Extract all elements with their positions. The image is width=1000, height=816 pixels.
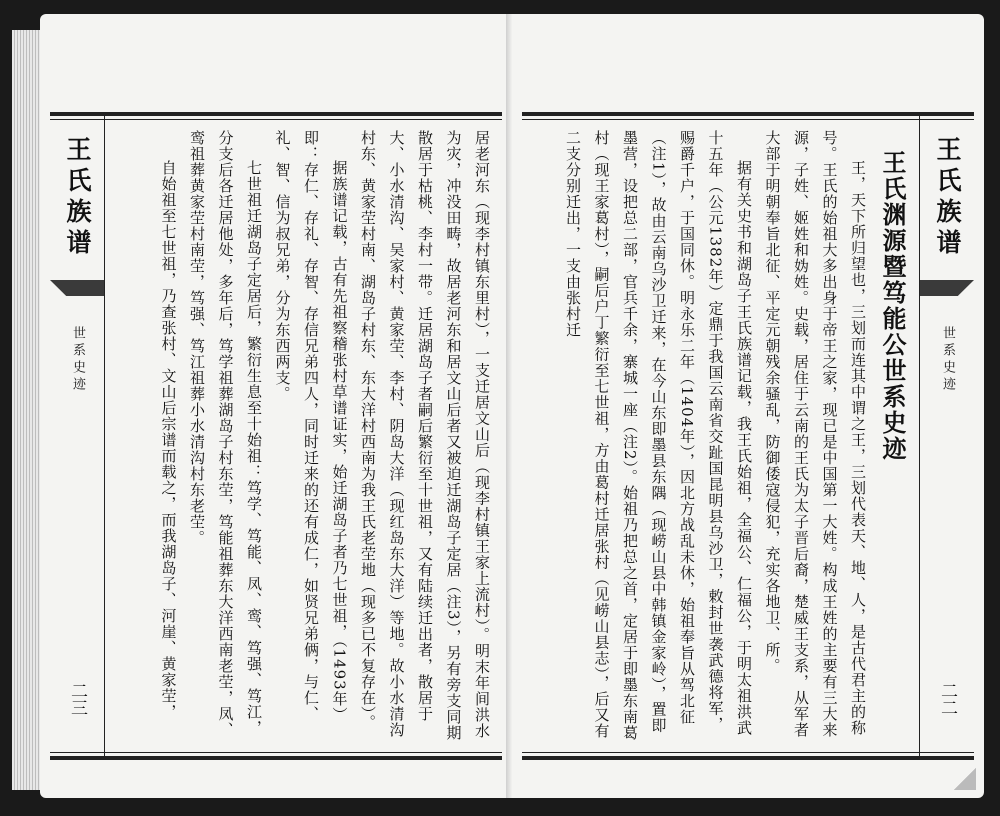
paragraph: 据有关史书和湖岛子王氏族谱记载，我王氏始祖，全福公、仁福公，于明太祖洪武十五年（公元1382年）定鼎于我国云南省交趾国昆明县乌沙卫，敕封世袭武德将军，赐爵千户，于国同休。明永乐二年（1404年），因北方战乱未休，始祖奉旨从驾北征（注1），故由云南乌沙卫迁来，在今山东即墨县东隅（现崂山县中韩镇金家岭），置即墨营，设把总二部，官兵千余，寨城一座（注2）。始祖乃把总之首，定居于即墨东南葛村（现王家葛村），嗣后户丁繁衍至七世祖，方由葛村迁居张村（见崂山县志），后又有二支分别迁出，一支由张村迁 (564, 130, 753, 742)
left-page-side-column (50, 116, 105, 756)
right-page (514, 14, 984, 798)
page-corner (954, 768, 976, 790)
page-number: 二二 (937, 682, 957, 716)
section-label: 世系史迹 (940, 326, 955, 394)
paragraph: 七世祖迁湖岛子定居后，繁衍生息至十始祖：笃学、笃能、凤、鸾、笃强、笃江，分支后各迁居他处，多年后，笃学祖葬湖岛子村东茔，笃能祖葬东大洋西南老茔，凤、鸾祖葬黄家茔村南茔，笃强、笃江祖葬小水清沟村东老茔。 (188, 130, 263, 738)
paragraph: 据族谱记载，古有先祖察稽张村草谱证实，始迁湖岛子者乃七世祖，（1493年）即：存仁、存礼、存智、存信兄弟四人，同时迁来的还有成仁，如贤兄弟俩，与仁、礼、智、信为叔兄弟，分为东西两支。 (273, 130, 349, 723)
right-page-side-column (919, 116, 974, 756)
left-page-body (112, 130, 496, 742)
decorative-band (920, 280, 974, 296)
left-page (40, 14, 510, 798)
right-page-frame (522, 112, 974, 760)
section-label: 世系史迹 (70, 326, 85, 394)
book-title: 王氏族谱 (933, 136, 962, 260)
page-number: 二三 (67, 682, 87, 716)
paragraph: 居老河东（现李村镇东里村），一支迁居文山后（现李村镇王家上流村）。明末年间洪水为灾，冲没田畴，故居老河东和居文山后者又被迫迁湖岛子定居（注3），另有旁支同期散居于枯桃、李村一带。迁居湖岛子者嗣后繁衍至十世祖，又有陆续迁出者，散居于大、小水清沟、吴家村、黄家茔、李村、阴岛大洋（现红岛东大洋）等地。故小水清沟村东、黄家茔村南、湖岛子村东、东大洋村西南为我王氏老茔地（现多已不复存在）。 (359, 130, 491, 742)
article-title: 王氏渊源暨笃能公世系史迹 (878, 150, 906, 462)
decorative-band (50, 280, 104, 296)
right-page-body (532, 130, 912, 742)
left-page-frame (50, 112, 502, 760)
paragraph: 王，天下所归望也，三划而连其中谓之王，三划代表天、地、人，是古代君主的称号。王氏的始祖大多出身于帝王之家，现已是中国第一大姓。构成王姓的主要有三大来源，子姓、姬姓和妫姓。史载，居住于云南的王氏为太子晋后裔，楚威王支系，从军者大部于明朝奉旨北征、平定元朝残余骚乱，防御倭寇侵犯，充实各地卫、所。 (763, 130, 867, 738)
book-title: 王氏族谱 (63, 136, 92, 260)
paragraph: 自始祖至七世祖，乃查张村、文山后宗谱而载之，而我湖岛子、河崖、黄家茔， (159, 160, 178, 720)
